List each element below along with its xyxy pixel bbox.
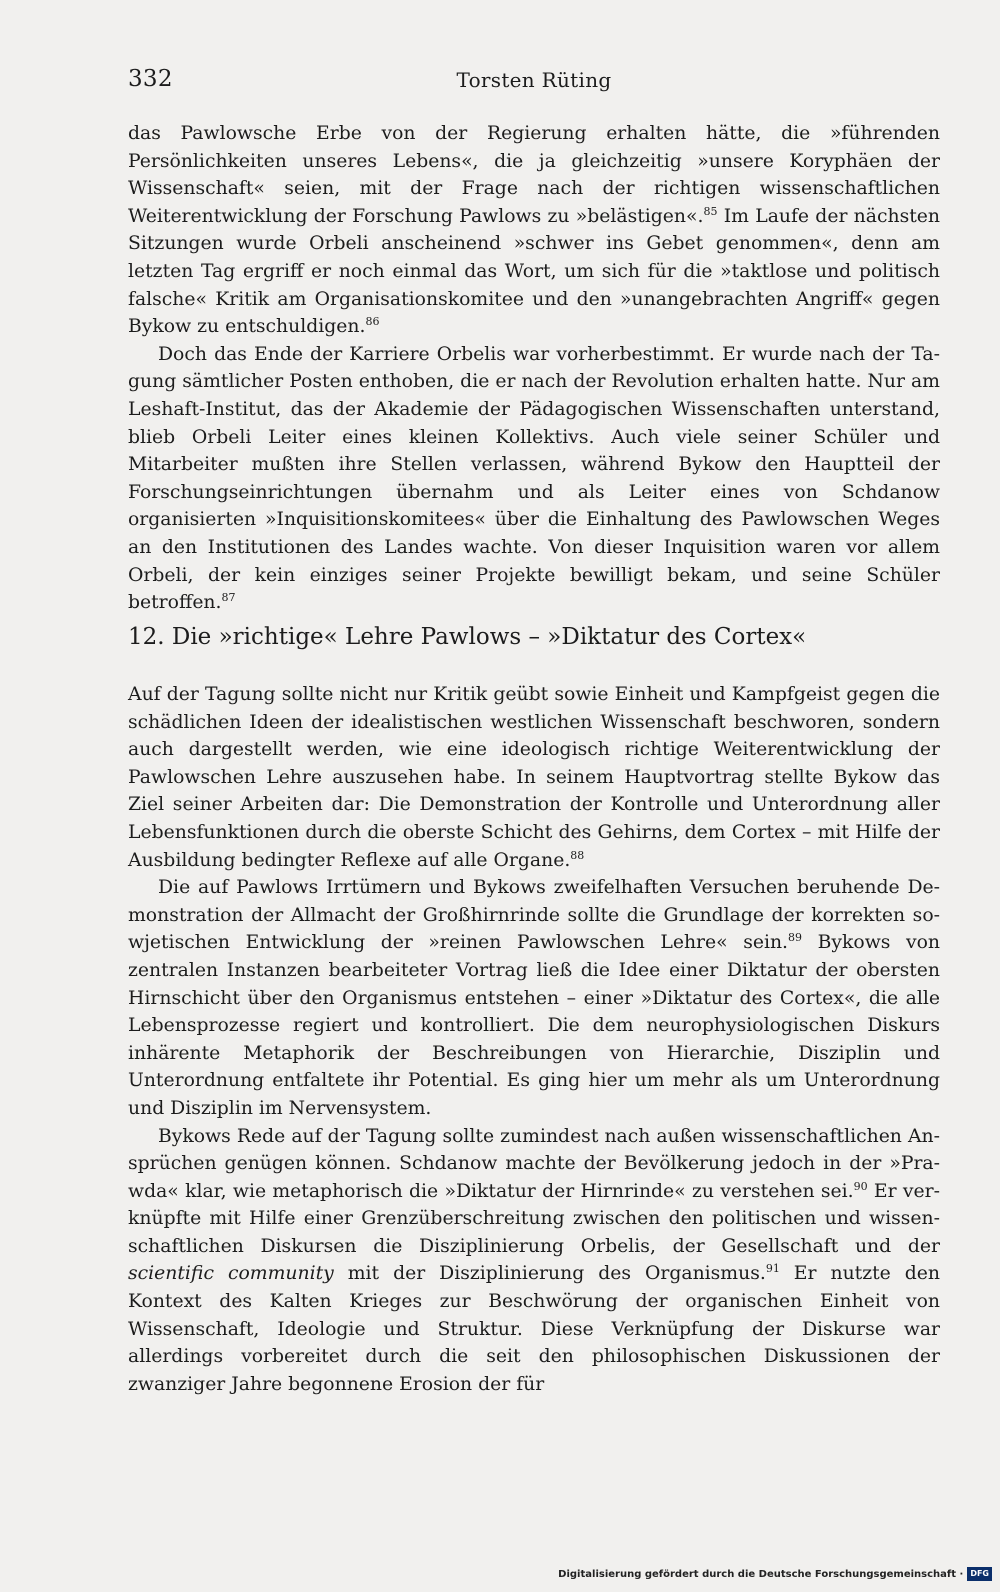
footnote-ref-88: 88 xyxy=(570,848,585,862)
footnote-ref-87: 87 xyxy=(221,591,236,605)
page-number: 332 xyxy=(128,66,173,92)
running-head-author: Torsten Rüting xyxy=(456,68,612,92)
paragraph: das Pawlowsche Erbe von der Regierung erhalten hätte, die »führenden Persönlichkeiten unseres Lebens«, die ja gleichzeitig »unsere Koryphäen der Wissenschaft« seien, mit der Frage nach der richtigen wissenschaftlichen Weiterentwicklung der Forschung Pawlows zu »belästigen«.$^{85}$ Im Laufe der nächsten Sitzungen wurde Orbeli anscheinend »schwer ins Gebet genommen«, denn am letzten Tag ergriff er noch einmal das Wort, um sich für die »taktlose und politisch falsche« Kritik am Organisationskomitee und den »unangebrachten Angriff« gegen Bykow zu entschuldigen.$^{86}$ xyxy=(128,123,940,338)
running-head xyxy=(128,66,940,96)
footnote-ref-89: 89 xyxy=(788,931,803,945)
dfg-logo: DFG xyxy=(967,1567,992,1581)
text-block-section xyxy=(128,681,940,1398)
footnote-ref-90: 90 xyxy=(853,1179,868,1193)
footnote-ref-85: 85 xyxy=(703,204,718,218)
paragraph: Doch das Ende der Karriere Orbelis war vorherbestimmt. Er wurde nach der Tagung sämtlicher Posten enthoben, die er nach der Revolution erhalten hatte. Nur am Leshaft-Institut, das der Akademie der Pädagogischen Wissenschaften unterstand, blieb Orbeli Leiter eines kleinen Kollektivs. Auch viele seiner Schüler und Mitarbeiter mußten ihre Stellen verlassen, während Bykow den Hauptteil der Forschungseinrichtungen übernahm und als Leiter eines von Schdanow organisierten »Inquisitionskomitees« über die Einhaltung des Pawlowschen Weges an den Institutionen des Landes wachte. Von dieser Inquisition waren vor allem Orbeli, der kein einziges seiner Projekte bewilligt bekam, und seine Schüler betroffen.$^{87}$ xyxy=(128,343,940,614)
paragraph: Die auf Pawlows Irrtümern und Bykows zweifelhaften Versuchen beruhende Demonstration der Allmacht der Großhirnrinde sollte die Grundlage der korrekten sowjetischen Entwicklung der »reinen Pawlowschen Lehre« sein.$^{89}$ Bykows von zentralen Instanzen bearbeiteter Vortrag ließ die Idee einer Diktatur der obersten Hirnschicht über den Organismus entstehen – einer »Diktatur des Cortex«, die alle Lebensprozesse regiert und kontrolliert. Die dem neurophysiologischen Diskurs inhärente Metaphorik der Beschreibungen von Hierarchie, Disziplin und Unterordnung entfaltete ihr Potential. Es ging hier um mehr als um Unterordnung und Disziplin im Nervensystem. xyxy=(128,877,940,1119)
digitization-footer xyxy=(558,1564,992,1584)
paragraph: Auf der Tagung sollte nicht nur Kritik geübt sowie Einheit und Kampfgeist gegen die schädlichen Ideen der idealistischen westlichen Wissenschaft beschworen, sondern auch dargestellt werden, wie eine ideologisch richtige Weiterentwicklung der Pawlowschen Lehre auszusehen habe. In seinem Hauptvortrag stellte Bykow das Ziel seiner Arbeiten dar: Die Demonstration der Kontrolle und Unterordnung aller Lebensfunktionen durch die oberste Schicht des Gehirns, dem Cortex – mit Hilfe der Ausbildung bedingter Reflexe auf alle Organe.$^{88}$ xyxy=(128,684,940,871)
footnote-ref-91: 91 xyxy=(765,1262,780,1276)
paragraph: Bykows Rede auf der Tagung sollte zumindest nach außen wissenschaftlichen Ansprüchen genügen können. Schdanow machte der Bevölkerung jedoch in der »Prawda« klar, wie metaphorisch die »Diktatur der Hirnrinde« zu verstehen sei.$^{90}$ Er verknüpfte mit Hilfe einer Grenzüberschreitung zwischen den politischen und wissenschaftlichen Diskursen die Disziplinierung Orbelis, der Gesellschaft und der scientific community mit der Disziplinierung des Organismus.$^{91}$ Er nutzte den Kontext des Kalten Krieges zur Beschwörung der organischen Einheit von Wissenschaft, Ideologie und Struktur. Diese Verknüpfung der Diskurse war allerdings vorbereitet durch die seit den philosophischen Diskussionen der zwanziger Jahre begonnene Erosion der für xyxy=(128,1125,940,1395)
section-heading: 12. Die »richtige« Lehre Pawlows – »Diktatur des Cortex« xyxy=(128,624,807,650)
text-block-top xyxy=(128,120,940,617)
italic-term: scientific community xyxy=(128,1263,334,1285)
footer-text: Digitalisierung gefördert durch die Deutsche Forschungsgemeinschaft · xyxy=(558,1568,964,1580)
footnote-ref-86: 86 xyxy=(365,315,380,329)
